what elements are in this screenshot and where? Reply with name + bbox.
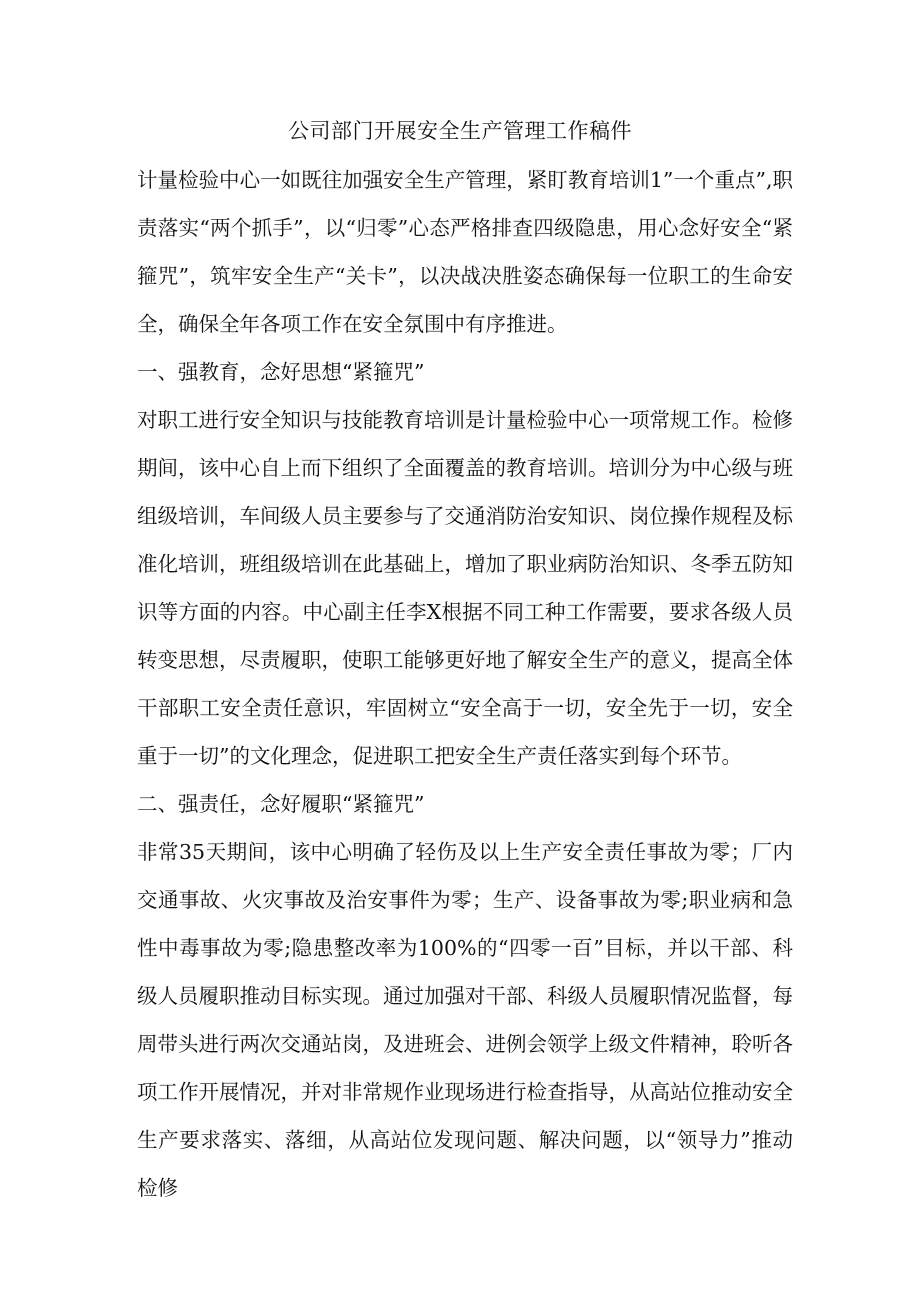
section-paragraph-education: 对职工进行安全知识与技能教育培训是计量检验中心一项常规工作。检修期间，该中心自上而下组织了全面覆盖的教育培训。培训分为中心级与班组级培训，车间级人员主要参与了交通消防治安知识、岗位操作规程及标准化培训，班组级培训在此基础上，增加了职业病防治知识、冬季五防知识等方面的内容。中心副主任李X根据不同工种工作需要，要求各级人员转变思想，尽责履职，使职工能够更好地了解安全生产的意义，提高全体干部职工安全责任意识，牢固树立“安全高于一切，安全先于一切，安全重于一切”的文化理念，促进职工把安全生产责任落实到每个环节。 (137, 408, 793, 768)
section-heading-education: 一、强教育，念好思想“紧箍咒” (137, 360, 425, 384)
section-heading-responsibility: 二、强责任，念好履职“紧箍咒” (137, 792, 425, 816)
section-paragraph-responsibility: 非常35天期间，该中心明确了轻伤及以上生产安全责任事故为零；厂内交通事故、火灾事故及治安事件为零；生产、设备事故为零;职业病和急性中毒事故为零;隐患整改率为100%的“四零一百”目标，并以干部、科级人员履职推动目标实现。通过加强对干部、科级人员履职情况监督，每周带头进行两次交通站岗，及进班会、进例会领学上级文件精神，聆听各项工作开展情况，并对非常规作业现场进行检查指导，从高站位推动安全生产要求落实、落细，从高站位发现问题、解决问题，以“领导力”推动检修 (137, 840, 793, 1200)
document-title: 公司部门开展安全生产管理工作稿件 (288, 119, 632, 143)
document-body (137, 156, 793, 1212)
intro-paragraph: 计量检验中心一如既往加强安全生产管理，紧盯教育培训1”一个重点”,职责落实“两个抓手”，以“归零”心态严格排查四级隐患，用心念好安全“紧箍咒”，筑牢安全生产“关卡”，以决战决胜姿态确保每一位职工的生命安全，确保全年各项工作在安全氛围中有序推进。 (137, 168, 793, 336)
